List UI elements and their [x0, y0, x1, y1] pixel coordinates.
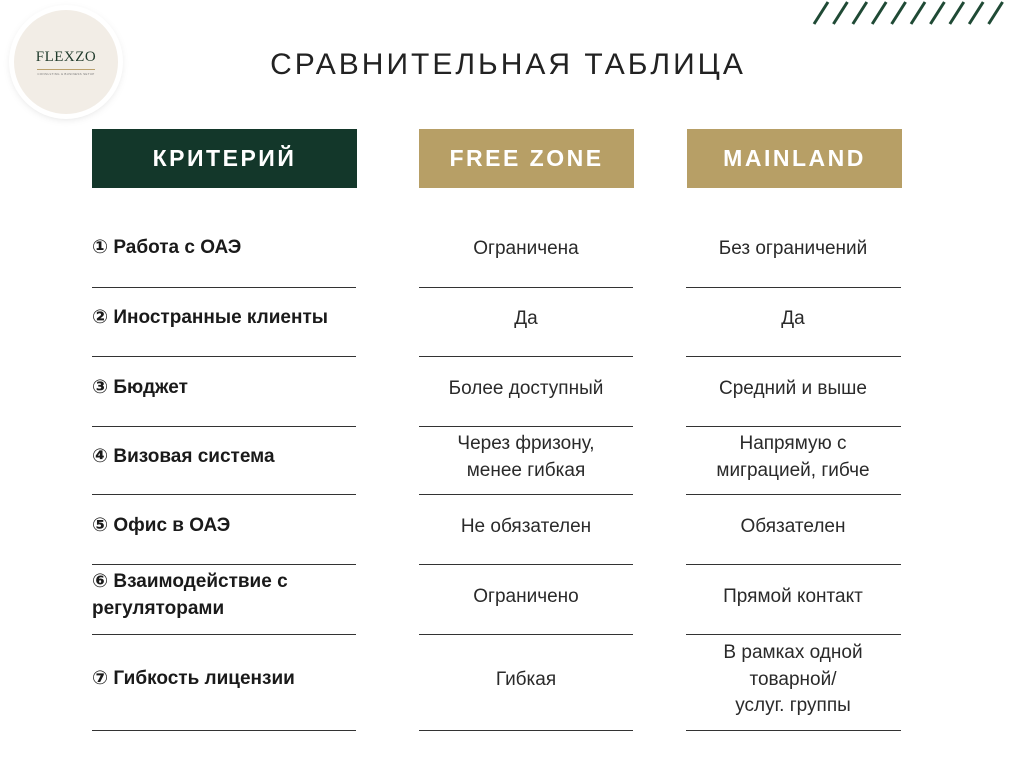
free-zone-cell: Более доступный: [448, 377, 604, 399]
mainland-cell: Прямой контакт: [723, 585, 863, 607]
table-row: [0, 357, 1024, 427]
free-zone-cell: Да: [514, 308, 538, 330]
mainland-cell: Средний и выше: [719, 377, 867, 399]
column-header-free-zone: FREE ZONE: [419, 129, 634, 188]
criterion-cell: ① Работа с ОАЭ: [92, 236, 242, 258]
free-zone-cell: Через фризону, менее гибкая: [457, 433, 595, 481]
table-row: [0, 635, 1024, 731]
criterion-cell: ② Иностранные клиенты: [92, 307, 328, 329]
free-zone-cell: Ограничено: [473, 585, 579, 607]
table-row: [0, 288, 1024, 357]
criterion-cell: ④ Визовая система: [92, 445, 275, 467]
table-row: [0, 216, 1024, 288]
page-title: СРАВНИТЕЛЬНАЯ ТАБЛИЦА: [270, 48, 746, 81]
mainland-cell: Да: [781, 308, 805, 330]
row-divider: [686, 730, 901, 731]
logo-tagline: CONSULTING & BUSINESS SETUP: [37, 71, 95, 76]
decorative-stripes: [812, 0, 1012, 26]
criterion-cell: ⑥ Взаимодействие с регуляторами: [92, 571, 288, 619]
table-row: [0, 427, 1024, 495]
row-divider: [419, 730, 633, 731]
table-row: [0, 565, 1024, 635]
row-divider: [92, 730, 356, 731]
mainland-cell: Напрямую с миграцией, гибче: [716, 433, 870, 481]
logo-name: FLEXZO: [35, 48, 97, 65]
criterion-cell: ⑤ Офис в ОАЭ: [92, 514, 231, 536]
column-header-mainland: MAINLAND: [687, 129, 902, 188]
free-zone-cell: Гибкая: [495, 668, 557, 690]
column-header-criteria: КРИТЕРИЙ: [92, 129, 357, 188]
free-zone-cell: Не обязателен: [460, 515, 592, 537]
table-row: [0, 495, 1024, 565]
criterion-cell: ③ Бюджет: [92, 376, 188, 398]
mainland-cell: Без ограничений: [718, 237, 868, 259]
mainland-cell: Обязателен: [740, 515, 846, 537]
free-zone-cell: Ограничена: [473, 237, 579, 259]
mainland-cell: В рамках одной товарной/ услуг. группы: [723, 641, 863, 717]
criterion-cell: ⑦ Гибкость лицензии: [92, 667, 295, 689]
